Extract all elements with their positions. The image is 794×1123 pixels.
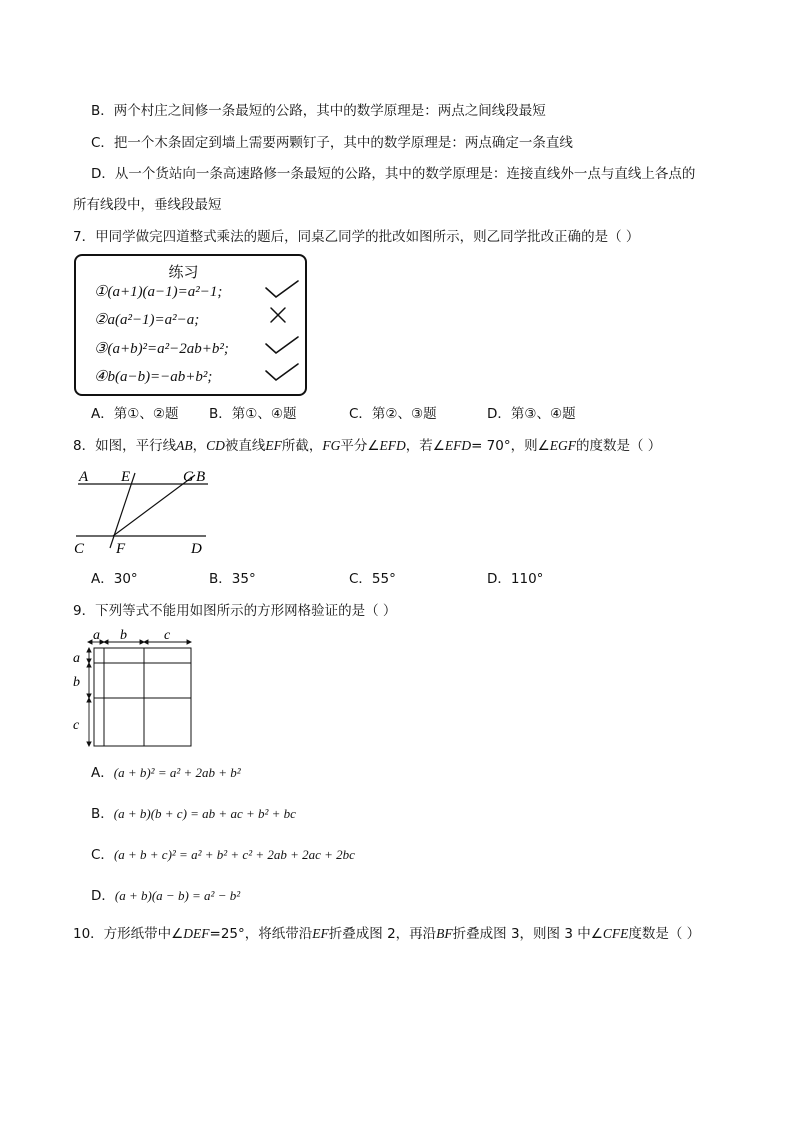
q6-option-d-line1: D．从一个货站向一条高速路修一条最短的公路，其中的数学原理是：连接直线外一点与直线上各点的 (91, 166, 696, 182)
label-a: A (79, 469, 89, 485)
q6-option-b: B．两个村庄之间修一条最短的公路，其中的数学原理是：两点之间线段最短 (91, 103, 546, 119)
grid-label-top-a: a (93, 628, 100, 643)
q9-grid-figure (68, 628, 196, 750)
grid-label-top-c: c (164, 628, 171, 643)
label-d: D (191, 541, 202, 557)
q8-option-a: A．30° (91, 571, 138, 587)
q9-option-a: A．(a + b)² = a² + 2ab + b² (91, 765, 241, 781)
q8-option-b: B．35° (209, 571, 256, 587)
q9-option-c: C．(a + b + c)² = a² + b² + c² + 2ab + 2ac + 2bc (91, 847, 355, 863)
q7-practice-box (74, 254, 307, 396)
q8-stem: 8．如图，平行线AB，CD被直线EF所截，FG平分∠EFD，若∠EFD= 70°，则∠EGF的度数是（ ） (73, 438, 662, 454)
q7-item-4: ④b(a−b)=−ab+b²; (94, 369, 213, 385)
grid-label-left-b: b (73, 675, 80, 690)
cross-icon (269, 306, 287, 324)
q7-item-2: ②a(a²−1)=a²−a; (94, 312, 200, 328)
label-g: G (183, 469, 194, 485)
q9-stem: 9．下列等式不能用如图所示的方形网格验证的是（ ） (73, 603, 397, 619)
label-b: B (196, 469, 206, 485)
q7-stem: 7．甲同学做完四道整式乘法的题后，同桌乙同学的批改如图所示，则乙同学批改正确的是（ ） (73, 229, 640, 245)
q7-option-b: B．第①、④题 (209, 406, 297, 422)
q8-figure (72, 462, 222, 558)
q9-option-d: D．(a + b)(a − b) = a² − b² (91, 888, 241, 904)
grid-label-left-a: a (73, 651, 80, 666)
q7-box-title: 练习 (168, 263, 199, 281)
q7-option-a: A．第①、②题 (91, 406, 179, 422)
q9-option-b: B．(a + b)(b + c) = ab + ac + b² + bc (91, 806, 296, 822)
label-c: C (74, 541, 85, 557)
label-f: F (116, 541, 126, 557)
q8-option-c: C．55° (349, 571, 396, 587)
grid-label-left-c: c (73, 718, 80, 733)
q8-option-d: D．110° (487, 571, 544, 587)
q7-item-3: ③(a+b)²=a²−2ab+b²; (94, 341, 229, 357)
q7-item-1: ①(a+1)(a−1)=a²−1; (94, 284, 223, 300)
check-icon (264, 361, 300, 383)
q10-stem: 10．方形纸带中∠DEF=25°，将纸带沿EF折叠成图 2，再沿BF折叠成图 3，则图 3 中∠CFE度数是（ ） (73, 926, 701, 942)
q6-option-d-line2: 所有线段中，垂线段最短 (73, 197, 222, 213)
q7-option-c: C．第②、③题 (349, 406, 437, 422)
grid-label-top-b: b (120, 628, 127, 643)
q7-option-d: D．第③、④题 (487, 406, 576, 422)
check-icon (264, 278, 300, 300)
q6-option-c: C．把一个木条固定到墙上需要两颗钉子，其中的数学原理是：两点确定一条直线 (91, 135, 573, 151)
label-e: E (121, 469, 131, 485)
check-icon (264, 334, 300, 356)
